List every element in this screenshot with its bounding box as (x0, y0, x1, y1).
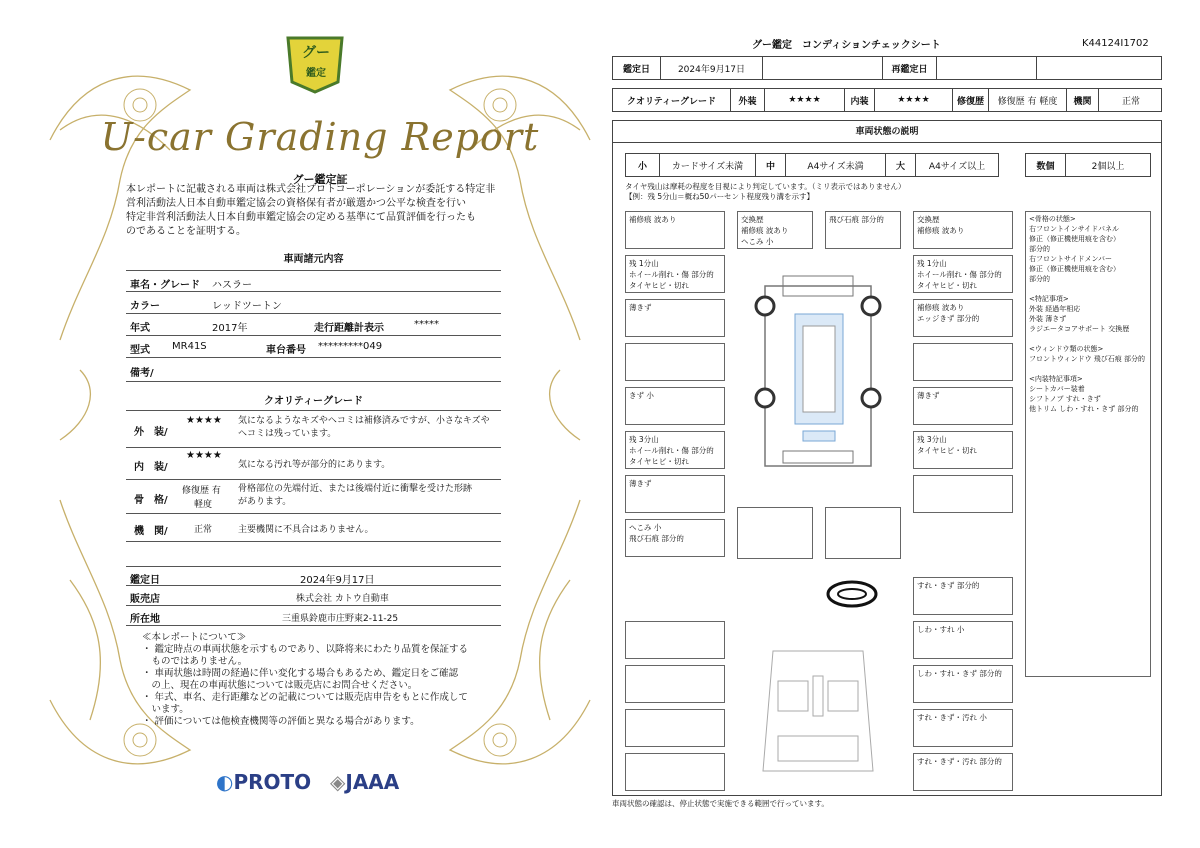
tire-label: 残 1分山 ホイール削れ・傷 部分的 タイヤヒビ・切れ (913, 255, 1013, 293)
quality-desc: 気になる汚れ等が部分的にあります。 (238, 460, 391, 470)
damage-label: へこみ 小 飛び石痕 部分的 (625, 519, 725, 557)
note-line: の上、現在の車両状態については販売店にお問合せください。 (142, 680, 418, 691)
empty-label-box (625, 343, 725, 381)
model-value: MR41S (172, 341, 207, 352)
jaaa-mark-icon: ◈ (330, 770, 346, 794)
spec-row-color (126, 292, 501, 314)
quality-rating: 正常 (194, 525, 213, 535)
quality-label: 骨 格/ (134, 495, 168, 506)
size-small-desc: カードサイズ未満 (660, 154, 756, 176)
note-line: います。 (142, 704, 189, 715)
damage-label: 交換歴 補修痕 波あり (913, 211, 1013, 249)
reeval-value (937, 57, 1037, 79)
spec-row-name (126, 270, 501, 292)
date-blank (763, 57, 883, 79)
interior-label: すれ・きず・汚れ 部分的 (913, 753, 1013, 791)
car-top-diagram (753, 266, 883, 486)
quality-rating: ★★★★ (186, 415, 222, 426)
damage-label: 薄きず (625, 299, 725, 337)
year-label: 年式 (130, 323, 150, 334)
empty-label-box (737, 507, 813, 559)
quality-row-engine (126, 514, 501, 542)
quality-desc: 骨格部位の先端付近、または後端付近に衝撃を受けた形跡 があります。 (238, 484, 473, 507)
sheet-footer: 車両状態の確認は、停止状態で実施できる範囲で行っています。 (612, 799, 829, 808)
intro-line: 営利活動法人日本自動車鑑定協会の資格保有者が厳選かつ公平な検査を行い (126, 198, 466, 209)
description-title: 車両状態の説明 (613, 121, 1161, 143)
tire-label: 残 3分山 タイヤヒビ・切れ (913, 431, 1013, 469)
intro-line: 本レポートに記載される車両は株式会社プロトコーポレーションが委託する特定非 (126, 184, 496, 195)
remark-label: 備考/ (130, 368, 154, 379)
date-value: 2024年9月17日 (661, 57, 763, 79)
name-label: 車名・グレード (130, 280, 200, 291)
spec-section-title: 車両諸元内容 (283, 254, 344, 265)
proto-mark-icon: ◐ (216, 770, 234, 794)
empty-label-box (625, 753, 725, 791)
size-mid-desc: A4サイズ未満 (786, 154, 886, 176)
quality-label: 機 関/ (134, 526, 168, 537)
tire-label: 残 1分山 ホイール削れ・傷 部分的 タイヤヒビ・切れ (625, 255, 725, 293)
model-label: 型式 (130, 345, 150, 356)
quality-rating: ★★★★ (186, 450, 222, 461)
car-color: レッドツートン (212, 301, 282, 312)
steering-wheel-icon (825, 579, 879, 609)
chassis-label: 車台番号 (266, 345, 306, 356)
intro-line: のであることを証明する。 (126, 226, 246, 237)
color-label: カラー (130, 301, 160, 312)
damage-label: 補修痕 波あり エッジきず 部分的 (913, 299, 1013, 337)
quality-desc: 気になるようなキズやヘコミは補修済みですが、小さなキズや ヘコミは残っています。 (238, 416, 490, 439)
jaaa-logo: ◈JAAA (330, 770, 400, 794)
intro-line: 特定非営利活動法人日本自動車鑑定協会の定める基準にて品質評価を行ったも (126, 212, 476, 223)
empty-label-box (913, 343, 1013, 381)
empty-label-box (625, 621, 725, 659)
grade-bar (612, 88, 1162, 112)
condition-check-sheet (612, 30, 1164, 820)
date-value: 2024年9月17日 (300, 575, 375, 586)
note-line: ・ 評価については他検査機関等の評価と異なる場合があります。 (142, 716, 420, 727)
reeval-label: 再鑑定日 (883, 57, 937, 79)
quality-row-interior (126, 448, 501, 480)
empty-label-box (825, 507, 901, 559)
empty-label-box (625, 709, 725, 747)
damage-label: 飛び石痕 部分的 (825, 211, 901, 249)
side-notes: <骨格の状態> 右フロントインサイドパネル 修正（修正機使用痕を含む） 部分的 右フロントサイドメンバー 修正（修正機使用痕を含む） 部分的 <特記事項> 外装 経過年相応 外装 薄きず ラジエータコアサポート 交換歴 <ウィンドウ類の状態> フロントウィンドウ 飛び石痕 部分的 <内装特記事項> シートカバー装着 シフトノブ すれ・きず 他トリム しわ・すれ・きず 部分的 (1025, 211, 1151, 677)
spec-row-remark (126, 358, 501, 382)
damage-label: 補修痕 波あり (625, 211, 725, 249)
count-legend (1025, 153, 1151, 177)
quality-rating-sub: 軽度 (194, 500, 213, 510)
size-small-label: 小 (626, 154, 660, 176)
ext-rating: ★★★★ (765, 89, 845, 111)
sheet-title: グー鑑定 コンディションチェックシート (752, 40, 941, 51)
notes-block (142, 632, 512, 728)
badge-bottom-text: 鑑定 (306, 68, 326, 79)
interior-label: すれ・きず 部分的 (913, 577, 1013, 615)
tire-note: タイヤ残山は摩耗の程度を目視により判定しています。（ミリ表示ではありません） (625, 182, 906, 191)
history-label: 修復歴 (953, 89, 989, 111)
date-label: 鑑定日 (613, 57, 661, 79)
certificate-subtitle: グー鑑定証 (292, 173, 348, 186)
proto-logo: ◐PROTO (216, 770, 312, 794)
sheet-id: K44124I1702 (1082, 38, 1149, 49)
ext-label: 外装 (731, 89, 765, 111)
spec-row-model (126, 336, 501, 358)
address-row (126, 606, 501, 626)
int-label: 内装 (845, 89, 875, 111)
empty-label-box (625, 665, 725, 703)
int-rating: ★★★★ (875, 89, 953, 111)
count-value: 2個以上 (1091, 161, 1125, 172)
quality-desc: 主要機関に不具合はありません。 (238, 525, 374, 535)
date-row (126, 566, 501, 586)
interior-label: すれ・きず・汚れ 小 (913, 709, 1013, 747)
damage-label: きず 小 (625, 387, 725, 425)
tire-note-example: 【例：残 5分山＝概ね50パーセント程度残り溝を示す】 (625, 192, 815, 201)
size-legend (625, 153, 999, 177)
count-label: 数個 (1026, 154, 1066, 176)
damage-label: 薄きず (913, 387, 1013, 425)
grading-certificate (40, 20, 600, 820)
date-label: 鑑定日 (130, 575, 160, 586)
quality-label: 内 装/ (134, 462, 168, 473)
quality-section-title: クオリティーグレード (264, 396, 363, 407)
damage-label: 交換歴 補修痕 波あり ヘこみ 小 (737, 211, 813, 249)
dealer-label: 販売店 (130, 594, 160, 605)
report-title: U-car Grading Report (100, 115, 540, 159)
badge-top-text: グー (302, 45, 330, 61)
size-mid-label: 中 (756, 154, 786, 176)
note-line: ・ 年式、車名、走行距離などの記載については販売店申告をもとに作成して (142, 692, 468, 703)
interior-label: しわ・すれ・きず 部分的 (913, 665, 1013, 703)
address-label: 所在地 (130, 614, 160, 625)
quality-label: 外 装/ (134, 427, 168, 438)
size-large-label: 大 (886, 154, 916, 176)
size-large-desc: A4サイズ以上 (928, 161, 986, 172)
mileage-label: 走行距離計表示 (314, 323, 384, 334)
quality-row-exterior (126, 410, 501, 448)
quality-rating: 修復歴 有 (182, 486, 221, 496)
dealer-value: 株式会社 カトウ自動車 (296, 594, 389, 604)
note-line: ものではありません。 (142, 656, 248, 667)
mileage-value: ***** (414, 319, 439, 330)
chassis-value: *********049 (318, 341, 383, 352)
tire-label: 残 3分山 ホイール削れ・傷 部分的 タイヤヒビ・切れ (625, 431, 725, 469)
car-year: 2017年 (212, 323, 248, 334)
empty-label-box (913, 475, 1013, 513)
interior-diagram (753, 641, 883, 791)
date-bar (612, 56, 1162, 80)
note-line: ・ 車両状態は時間の経過に伴い変化する場合もあるため、鑑定日をご確認 (142, 668, 459, 679)
damage-label: 薄きず (625, 475, 725, 513)
interior-label: しわ・すれ 小 (913, 621, 1013, 659)
note-line: ・ 鑑定時点の車両状態を示すものであり、以降将来にわたり品質を保証する (142, 644, 469, 655)
spec-row-year (126, 314, 501, 336)
address-value: 三重県鈴鹿市庄野東2-11-25 (282, 614, 399, 624)
engine-value: 正常 (1121, 96, 1140, 107)
car-name: ハスラー (212, 280, 252, 291)
engine-label: 機関 (1067, 89, 1099, 111)
history-value: 修復歴 有 軽度 (989, 89, 1067, 111)
quality-row-frame (126, 480, 501, 514)
description-panel (612, 120, 1162, 796)
certificate-intro (126, 183, 526, 239)
grade-label: クオリティーグレード (613, 89, 731, 111)
notes-title: ≪本レポートについて≫ (142, 632, 247, 643)
dealer-row (126, 586, 501, 606)
